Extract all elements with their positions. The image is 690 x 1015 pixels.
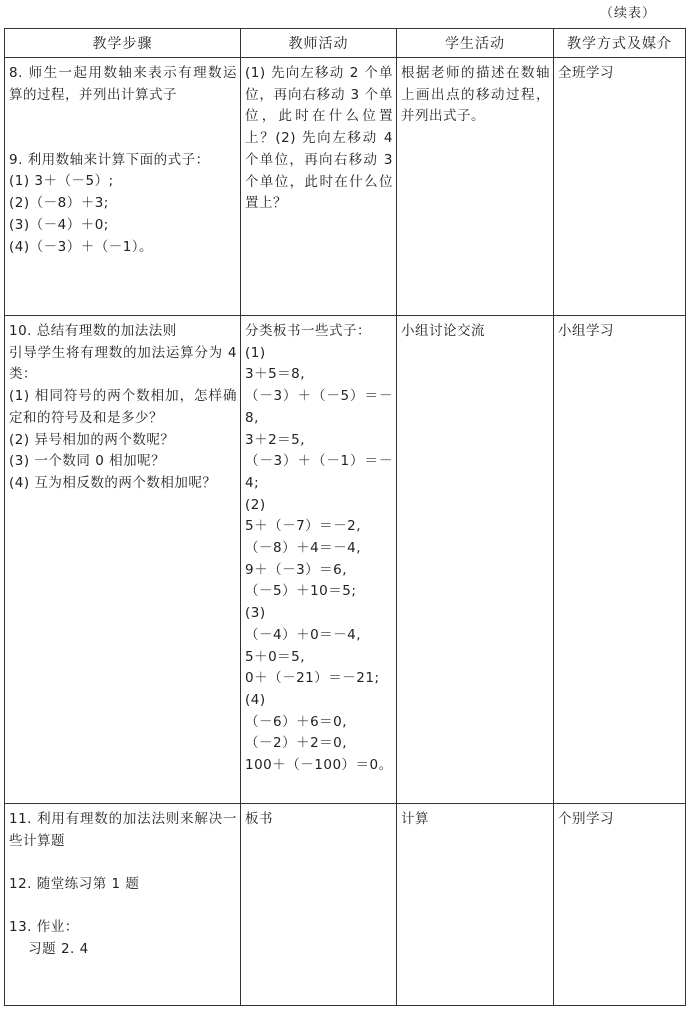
teacher-line: 板书 — [245, 811, 273, 827]
step-cell — [5, 316, 241, 804]
step-line: 11. 利用有理数的加法法则来解决一些计算题 — [9, 811, 237, 849]
teacher-line: (3) — [245, 605, 266, 622]
header-row — [5, 29, 686, 58]
teacher-line: 100＋（－100）＝0。 — [245, 757, 393, 774]
header-teacher: 教师活动 — [241, 29, 397, 58]
step-line: (1) 相同符号的两个数相加，怎样确定和的符号及和是多少？ — [9, 388, 237, 426]
teacher-line: 5＋（－7）＝－2, — [245, 518, 362, 535]
teacher-cell — [241, 804, 397, 1006]
step-line: 13. 作业： — [9, 919, 79, 936]
teacher-line: 3＋5＝8, — [245, 366, 306, 383]
teacher-cell — [241, 316, 397, 804]
step-line: 习题 2. 4 — [9, 941, 89, 958]
table-row — [5, 316, 686, 804]
lesson-plan-table — [4, 28, 686, 1006]
step-line: 9. 利用数轴来计算下面的式子： — [9, 151, 210, 168]
teacher-line: (2) — [245, 496, 266, 513]
student-cell — [397, 316, 554, 804]
teacher-line: （－3）＋（－1）＝－4; — [245, 453, 393, 491]
step-line: (2) 异号相加的两个数呢？ — [9, 431, 175, 448]
step-cell — [5, 58, 241, 316]
step-line: (3)（－4）＋0; — [9, 216, 109, 233]
teacher-line: 9＋（－3）＝6, — [245, 561, 348, 578]
step-line: (4)（－3）＋（－1）。 — [9, 238, 154, 255]
teacher-line: （－4）＋0＝－4, — [245, 626, 362, 643]
teacher-line: (4) — [245, 691, 266, 708]
teacher-line: 分类板书一些式子： — [245, 323, 371, 339]
teacher-line: (1) — [245, 344, 266, 361]
continued-label: （续表） — [599, 6, 656, 21]
header-student: 学生活动 — [397, 29, 554, 58]
teacher-cell — [241, 58, 397, 316]
teacher-line: 0＋（－21）＝－21; — [245, 670, 380, 687]
step-line: (4) 互为相反数的两个数相加呢？ — [9, 474, 217, 491]
teacher-line: （－5）＋10＝5; — [245, 583, 357, 600]
table-row — [5, 58, 686, 316]
student-cell — [397, 804, 554, 1006]
step-line: (3) 一个数同 0 相加呢？ — [9, 453, 166, 470]
student-line: 小组讨论交流 — [401, 323, 485, 339]
teacher-line: （－2）＋2＝0, — [245, 735, 348, 752]
step-line: (1) 3＋（－5）; — [9, 173, 114, 190]
header-step: 教学步骤 — [5, 29, 241, 58]
student-cell — [397, 58, 554, 316]
mode-cell: 全班学习 — [554, 58, 686, 316]
student-line: 计算 — [401, 811, 429, 827]
teacher-line: （－6）＋6＝0, — [245, 713, 348, 730]
step-line: 引导学生将有理数的加法运算分为 4 类： — [9, 344, 242, 383]
teacher-line: （－3）＋（－5）＝－8, — [245, 388, 393, 426]
teacher-line: (1) 先向左移动 2 个单位，再向右移动 3 个单位，此时在什么位置上？(2) 先向左移动 4 个单位，再向右移动 3 个单位，此时在什么位置上？ — [245, 65, 398, 212]
mode-cell: 小组学习 — [554, 316, 686, 804]
teacher-line: （－8）＋4＝－4, — [245, 540, 362, 557]
step-line: (2)（－8）＋3; — [9, 195, 109, 212]
mode-cell: 个别学习 — [554, 804, 686, 1006]
step-line: 12. 随堂练习第 1 题 — [9, 876, 140, 893]
teacher-line: 5＋0＝5, — [245, 648, 306, 665]
teacher-line: 3＋2＝5, — [245, 431, 306, 448]
step-cell — [5, 804, 241, 1006]
step-line: 10. 总结有理数的加法法则 — [9, 323, 177, 339]
table-row — [5, 804, 686, 1006]
header-mode: 教学方式及媒介 — [554, 29, 686, 58]
step-line: 8. 师生一起用数轴来表示有理数运算的过程，并列出计算式子 — [9, 65, 237, 103]
student-line: 根据老师的描述在数轴上画出点的移动过程，并列出式子。 — [401, 65, 550, 125]
